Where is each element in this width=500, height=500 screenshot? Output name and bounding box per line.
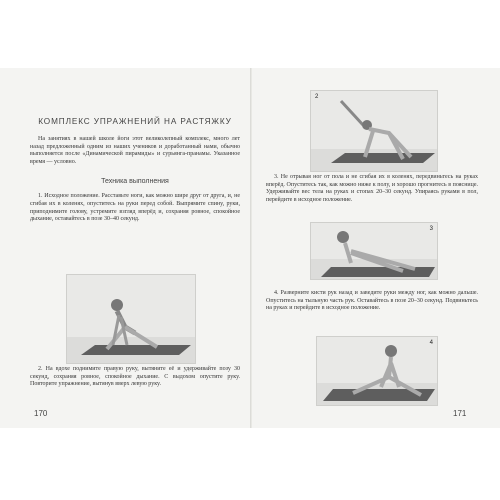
photo-3 — [310, 222, 438, 280]
photo-1 — [66, 274, 196, 364]
photo-4-number: 4 — [429, 340, 433, 346]
photo-2-number: 2 — [315, 94, 319, 100]
step-4-text: 4. Разверните кисти рук назад и заведите руки между ног, как можно дальше. Опуститесь на тыльную часть рук. Оставайтесь в позе 20–30 секунд. Подвиньтесь на руках и перейдите в исходное положение. — [266, 290, 478, 312]
section-title: КОМПЛЕКС УПРАЖНЕНИЙ НА РАСТЯЖКУ — [38, 117, 232, 126]
left-page-heading-block — [30, 117, 240, 224]
photo-4 — [316, 336, 438, 406]
step-4-block — [266, 290, 478, 313]
step-1-text: 1. Исходное положение. Расставьте ноги, как можно шире друг от друга, и, не сгибая их в коленях, опуститесь на руки перед собой. Выпрямите спину, руки, приподнимите голову, устремите взгляд вперёд и, сохраняя ровное, спокойное дыхание, оставайтесь в позе 30–40 секунд. — [30, 193, 240, 223]
photo-3-illustration — [311, 223, 437, 279]
step-2-block — [30, 366, 240, 389]
technique-subtitle: Техника выполнения — [101, 178, 169, 186]
photo-1-illustration — [67, 275, 195, 363]
left-page-number: 170 — [34, 409, 48, 418]
intro-paragraph: На занятиях в нашей школе йоги этот великолепный комплекс, много лет назад предложенный одним из наших учеников и доработанный нами, обычно выполняется после «Динамической пирамиды» и сурьянга-пранамы. Указанное время — условно. — [30, 136, 240, 165]
step-3-block — [266, 174, 478, 204]
photo-2-illustration — [311, 91, 437, 171]
person-head — [111, 299, 123, 311]
right-page-number: 171 — [453, 409, 467, 418]
step-3-text: 3. Не отрывая ног от пола и не сгибая их в коленях, передвиньтесь на руках вперёд. Опуститесь так, как можно ниже к полу, и хорошо прогнитесь в пояснице. Удерживайте вес тела на руках и стопах 20–30 секунд. Упираясь руками в пол, перейдите в исходное положение. — [266, 174, 478, 203]
step-2-text: 2. На вдохе поднимите правую руку, вытяните её и удерживайте позу 30 секунд, сохраняя ровное, спокойное дыхание. С выдохом опустите руку. Повторите упражнение, вытянув вверх левую руку. — [30, 366, 240, 388]
book-fold — [250, 68, 252, 428]
photo-2 — [310, 90, 438, 172]
yoga-mat — [81, 345, 191, 355]
photo-3-number: 3 — [429, 226, 433, 232]
photo-4-illustration — [317, 337, 437, 405]
